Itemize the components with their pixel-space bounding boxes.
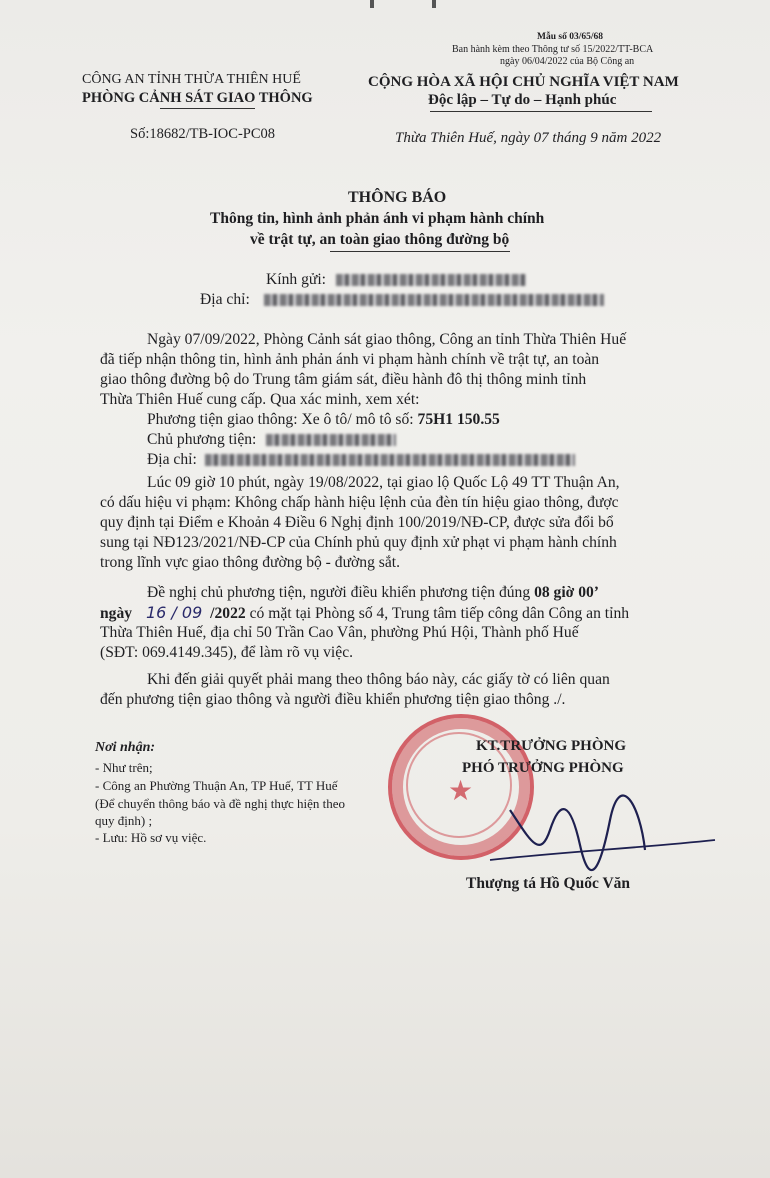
p3-ngay: ngày — [100, 605, 133, 622]
owner-label: Chủ phương tiện: — [147, 431, 257, 448]
edge-mark-2 — [432, 0, 436, 8]
recipient-address-label: Địa chỉ: — [200, 291, 250, 308]
recipient-item-2: - Công an Phường Thuận An, TP Huế, TT Huế — [95, 778, 338, 793]
agency-line1: CÔNG AN TỈNH THỪA THIÊN HUẾ — [82, 72, 301, 87]
document-title: THÔNG BÁO — [348, 189, 447, 206]
p3-text: Đề nghị chủ phương tiện, người điều khiển phương tiện đúng — [147, 584, 531, 601]
owner-address-label: Địa chỉ: — [147, 451, 197, 468]
p3-line4: (SĐT: 069.4149.345), để làm rõ vụ việc. — [100, 644, 354, 661]
p1-line3: giao thông đường bộ do Trung tâm giám sát, điều hành đô thị thông minh tỉnh — [100, 371, 587, 388]
nation-underline — [430, 111, 652, 112]
agency-line2: PHÒNG CẢNH SÁT GIAO THÔNG — [82, 90, 313, 106]
document-number: Số:18682/TB-IOC-PC08 — [130, 126, 276, 142]
nation-line2: Độc lập – Tự do – Hạnh phúc — [428, 92, 617, 108]
recipient-item-5: - Lưu: Hồ sơ vụ việc. — [95, 830, 207, 845]
title-underline — [330, 251, 510, 252]
p2-line1: Lúc 09 giờ 10 phút, ngày 19/08/2022, tại giao lộ Quốc Lộ 49 TT Thuận An, — [147, 474, 620, 491]
redacted-owner-address — [205, 454, 575, 466]
agency-underline — [160, 108, 255, 109]
p3-year: /2022 — [210, 605, 246, 622]
owner-address-line — [147, 450, 575, 470]
p4-line1: Khi đến giải quyết phải mang theo thông báo này, các giấy tờ có liên quan — [147, 671, 610, 688]
recipient-item-1: - Như trên; — [95, 760, 153, 775]
redacted-recipient — [336, 274, 526, 286]
p3-rest: có mặt tại Phòng số 4, Trung tâm tiếp công dân Công an tỉnh — [249, 605, 630, 622]
signer-name: Thượng tá Hồ Quốc Văn — [466, 875, 631, 892]
recipients-title: Nơi nhận: — [95, 740, 156, 755]
redacted-recipient-address — [264, 294, 604, 306]
kinh-gui — [266, 270, 526, 290]
p3-time: 08 giờ 00’ — [534, 584, 600, 601]
redacted-owner — [266, 434, 396, 446]
p2-line4: sung tại NĐ123/2021/NĐ-CP của Chính phủ quy định xử phạt vi phạm hành chính — [100, 534, 617, 551]
signature-kt: KT.TRƯỞNG PHÒNG — [476, 738, 626, 754]
p1-line2: đã tiếp nhận thông tin, hình ảnh phản ánh vi phạm hành chính về trật tự, an toàn — [100, 351, 600, 368]
form-number: Mẫu số 03/65/68 — [537, 32, 603, 42]
p3-line1 — [147, 583, 599, 603]
handwritten-date: 16 / 09 — [145, 603, 203, 622]
document-subtitle-2: về trật tự, an toàn giao thông đường bộ — [250, 231, 510, 248]
vehicle-label: Phương tiện giao thông: Xe ô tô/ mô tô số: — [147, 411, 414, 428]
signature-role: PHÓ TRƯỞNG PHÒNG — [462, 760, 624, 776]
p2-line5: trong lĩnh vực giao thông đường bộ - đường sắt. — [100, 554, 400, 571]
p1-line1: Ngày 07/09/2022, Phòng Cảnh sát giao thông, Công an tỉnh Thừa Thiên Huế — [147, 331, 627, 348]
recipient-item-4: quy định) ; — [95, 813, 153, 828]
p2-line2: có dấu hiệu vi phạm: Không chấp hành hiệu lệnh của đèn tín hiệu giao thông, được — [100, 494, 619, 511]
p4-line2: đến phương tiện giao thông và người điều khiển phương tiện giao thông ./. — [100, 691, 566, 708]
recipient-address — [200, 290, 604, 310]
document-subtitle-1: Thông tin, hình ảnh phản ánh vi phạm hành chính — [210, 210, 545, 227]
p3-line3: Thừa Thiên Huế, địa chỉ 50 Trần Cao Vân, phường Phú Hội, Thành phố Huế — [100, 624, 579, 641]
nation-line1: CỘNG HÒA XÃ HỘI CHỦ NGHĨA VIỆT NAM — [368, 74, 679, 90]
form-issued-by: Ban hành kèm theo Thông tư số 15/2022/TT-BCA — [452, 44, 654, 55]
edge-mark-1 — [370, 0, 374, 8]
vehicle-plate: 75H1 150.55 — [417, 411, 500, 428]
handwritten-signature — [470, 790, 730, 880]
form-issued-date: ngày 06/04/2022 của Bộ Công an — [500, 56, 635, 67]
p3-line2 — [100, 603, 629, 624]
p1-line4: Thừa Thiên Huế cung cấp. Qua xác minh, xem xét: — [100, 391, 420, 408]
kinh-gui-label: Kính gửi: — [266, 271, 326, 288]
star-icon: ★ — [448, 776, 474, 807]
p2-line3: quy định tại Điểm e Khoản 4 Điều 6 Nghị định 100/2019/NĐ-CP, được sửa đổi bổ — [100, 514, 614, 531]
place-date: Thừa Thiên Huế, ngày 07 tháng 9 năm 2022 — [395, 130, 662, 146]
recipient-item-3: (Để chuyển thông báo và đề nghị thực hiện theo — [95, 796, 346, 811]
owner-line — [147, 430, 396, 450]
vehicle-line — [147, 410, 500, 430]
